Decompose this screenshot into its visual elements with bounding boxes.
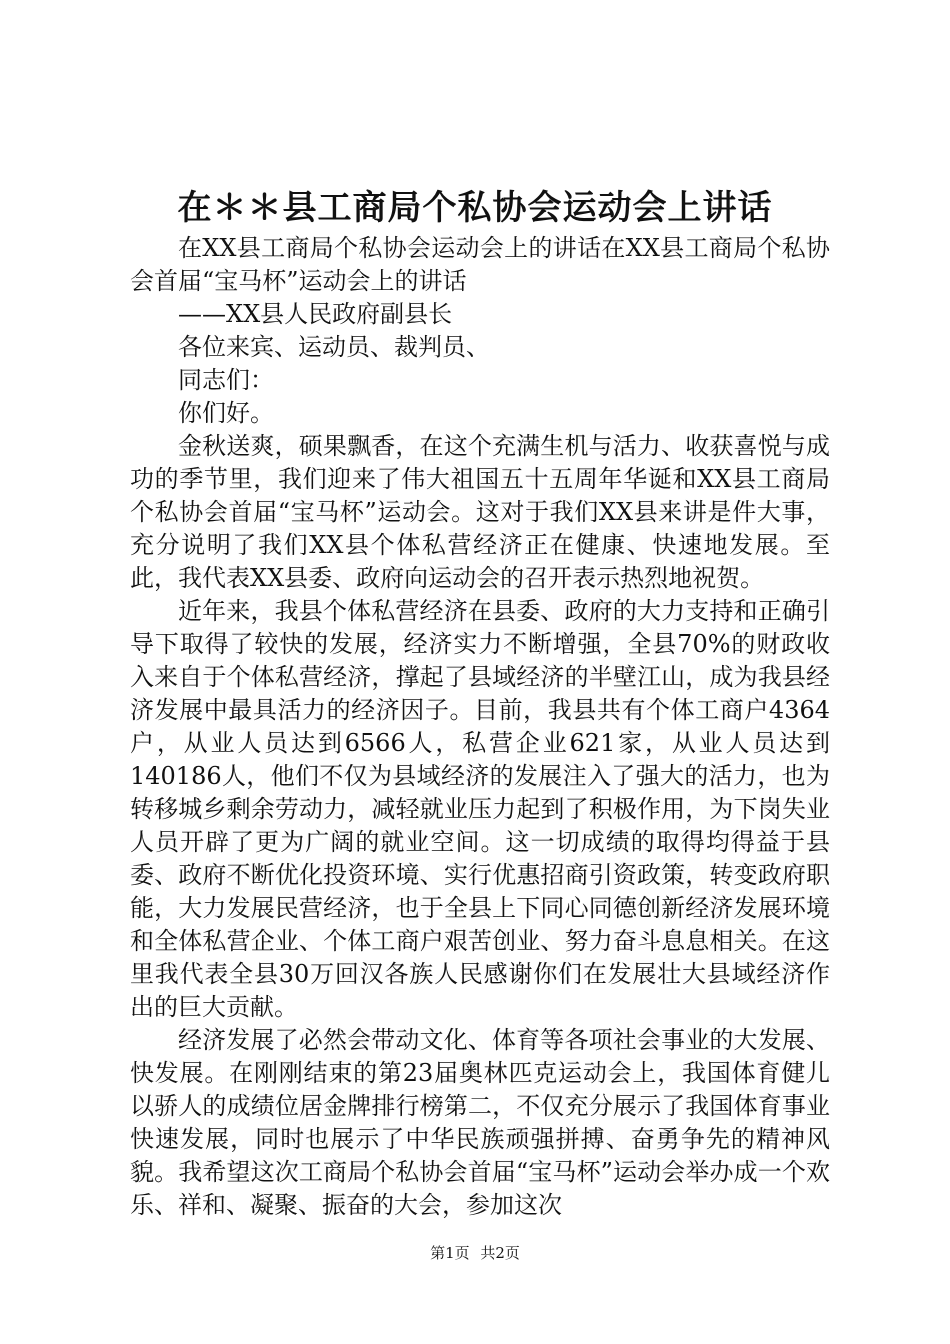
page-number: 第1页 <box>430 1244 470 1262</box>
paragraph-salutation: 各位来宾、运动员、裁判员、 <box>178 333 490 361</box>
document-title: 在＊＊县工商局个私协会运动会上讲话 <box>177 188 773 228</box>
document-body <box>130 232 830 1222</box>
page-total: 共2页 <box>480 1244 520 1262</box>
paragraph-intro: 在XX县工商局个私协会运动会上的讲话在XX县工商局个私协会首届“宝马杯”运动会上的讲话 <box>130 234 830 295</box>
paragraph-economy: 近年来，我县个体私营经济在县委、政府的大力支持和正确引导下取得了较快的发展，经济实力不断增强，全县70%的财政收入来自于个体私营经济，撑起了县域经济的半壁江山，成为我县经济发展中最具活力的经济因子。目前，我县共有个体工商户4364户，从业人员达到6566人，私营企业621家，从业人员达到140186人，他们不仅为县域经济的发展注入了强大的活力，也为转移城乡剩余劳动力，减轻就业压力起到了积极作用，为下岗失业人员开辟了更为广阔的就业空间。这一切成绩的取得均得益于县委、政府不断优化投资环境、实行优惠招商引资政策，转变政府职能，大力发展民营经济，也于全县上下同心同德创新经济发展环境和全体私营企业、个体工商户艰苦创业、努力奋斗息息相关。在这里我代表全县30万回汉各族人民感谢你们在发展壮大县域经济作出的巨大贡献。 <box>130 597 830 1021</box>
paragraph-autumn: 金秋送爽，硕果飘香，在这个充满生机与活力、收获喜悦与成功的季节里，我们迎来了伟大祖国五十五周年华诞和XX县工商局个私协会首届“宝马杯”运动会。这对于我们XX县来讲是件大事，充分说明了我们XX县个体私营经济正在健康、快速地发展。至此，我代表XX县委、政府向运动会的召开表示热烈地祝贺。 <box>130 432 830 592</box>
paragraph-speaker: ——XX县人民政府副县长 <box>178 300 453 328</box>
paragraph-greeting: 你们好。 <box>178 399 274 427</box>
paragraph-sports: 经济发展了必然会带动文化、体育等各项社会事业的大发展、快发展。在刚刚结束的第23届奥林匹克运动会上，我国体育健儿以骄人的成绩位居金牌排行榜第二，不仅充分展示了我国体育事业快速发展，同时也展示了中华民族顽强拼搏、奋勇争先的精神风貌。我希望这次工商局个私协会首届“宝马杯”运动会举办成一个欢乐、祥和、凝聚、振奋的大会，参加这次 <box>130 1026 830 1219</box>
paragraph-comrades: 同志们： <box>178 366 274 394</box>
page-footer <box>0 1243 950 1263</box>
